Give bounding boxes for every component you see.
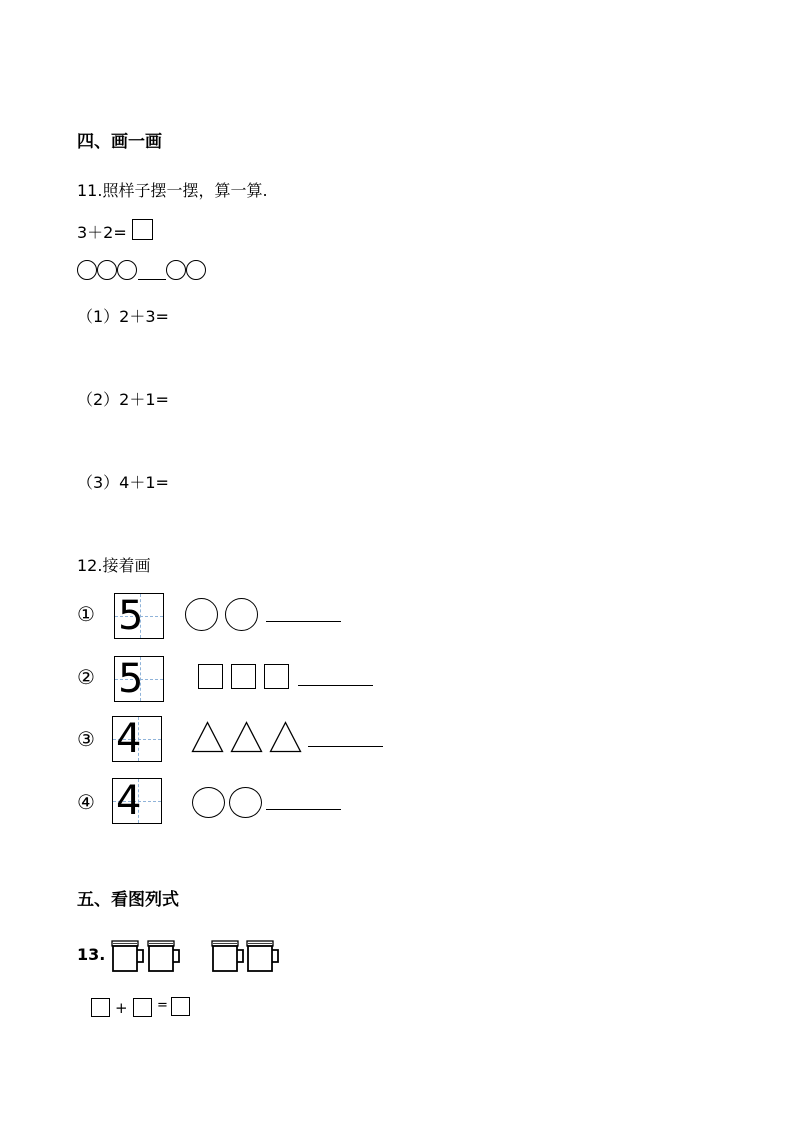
digit-4: 4 [116, 778, 142, 824]
q11-item-1: （1）2＋3= [77, 307, 169, 326]
digit-2: 5 [118, 656, 144, 702]
circle-shape [185, 598, 218, 631]
cup-icon [110, 938, 146, 974]
draw-line[interactable] [298, 685, 373, 686]
square-shape [198, 664, 223, 689]
digit-grid-4 [112, 778, 162, 824]
square-shape [264, 664, 289, 689]
circle-shape [77, 260, 97, 280]
digit-3: 4 [116, 716, 142, 762]
draw-line[interactable] [266, 809, 341, 810]
digit-1: 5 [118, 593, 144, 639]
cup-icon [210, 938, 246, 974]
square-shape [231, 664, 256, 689]
row-marker-4: ④ [77, 790, 95, 814]
plus-sign: + [115, 999, 128, 1017]
q11-item-3: （3）4＋1= [77, 473, 169, 492]
triangle-shape [230, 721, 263, 753]
digit-grid-2 [114, 656, 164, 702]
question-11-prompt: 11.照样子摆一摆，算一算. [77, 181, 268, 200]
row-marker-1: ① [77, 602, 95, 626]
row-marker-2: ② [77, 665, 95, 689]
circle-shape [229, 787, 262, 818]
row-marker-3: ③ [77, 727, 95, 751]
example-equation: 3＋2= [77, 223, 127, 242]
draw-line[interactable] [308, 746, 383, 747]
equals-sign: = [157, 998, 168, 1013]
circle-shape [225, 598, 258, 631]
circle-shape [117, 260, 137, 280]
circle-shape [192, 787, 225, 818]
section-heading-draw: 四、画一画 [77, 132, 162, 152]
question-12-prompt: 12.接着画 [77, 556, 151, 575]
triangle-shape [191, 721, 224, 753]
cup-icon [245, 938, 281, 974]
question-13-label: 13. [77, 945, 106, 964]
cup-icon [146, 938, 182, 974]
q11-item-2: （2）2＋1= [77, 390, 169, 409]
section-heading-picture-equation: 五、看图列式 [77, 890, 179, 910]
separator-line [138, 279, 166, 280]
answer-box-sum[interactable] [171, 997, 190, 1016]
digit-grid-3 [112, 716, 162, 762]
triangle-shape [269, 721, 302, 753]
circle-shape [97, 260, 117, 280]
circle-shape [166, 260, 186, 280]
digit-grid-1 [114, 593, 164, 639]
answer-box-addend-2[interactable] [133, 998, 152, 1017]
circle-shape [186, 260, 206, 280]
answer-box-addend-1[interactable] [91, 998, 110, 1017]
answer-box[interactable] [132, 219, 153, 240]
draw-line[interactable] [266, 621, 341, 622]
